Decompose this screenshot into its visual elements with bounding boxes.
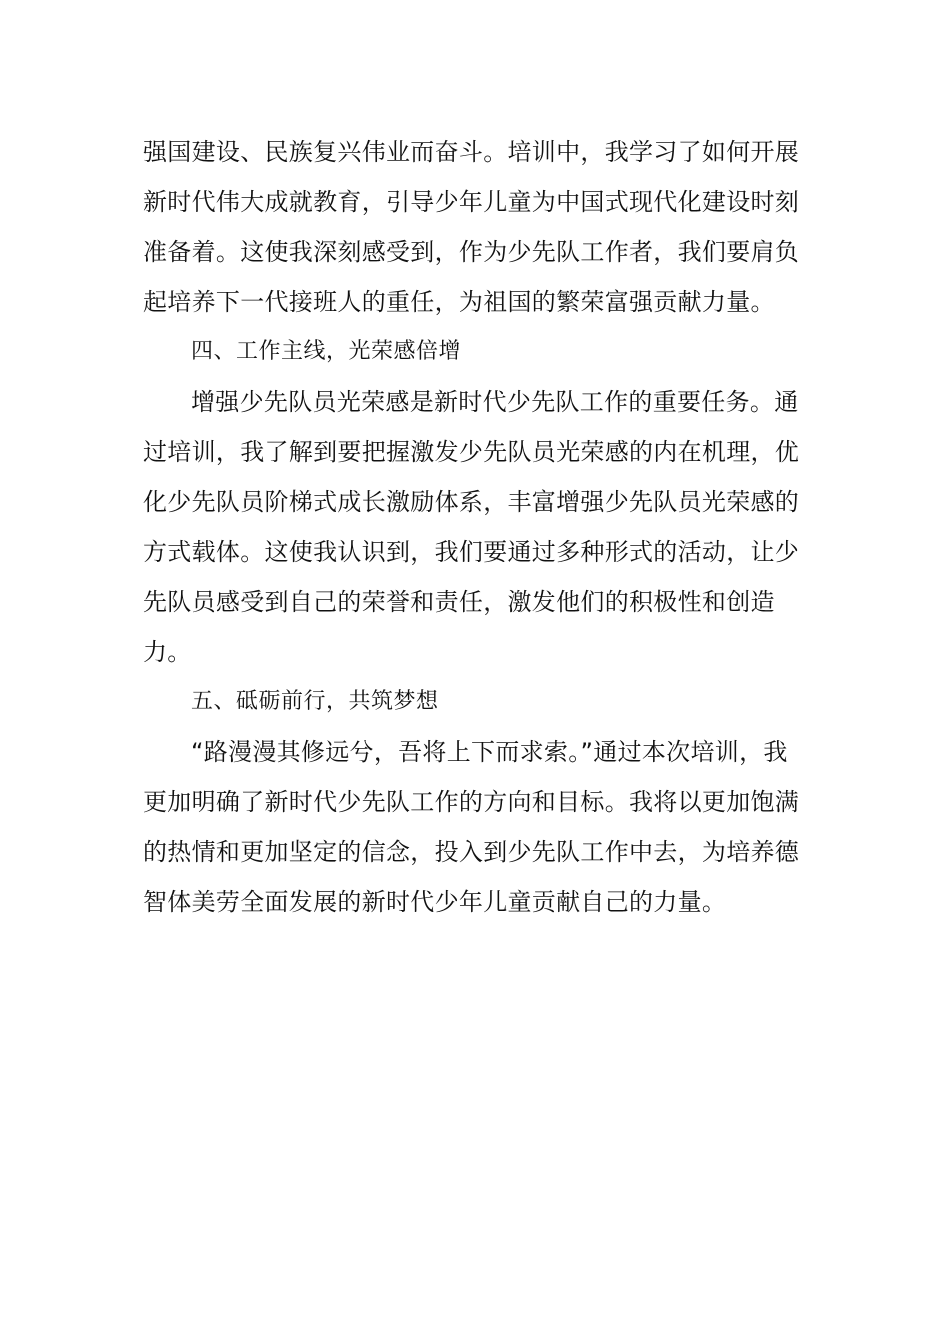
text-line: 起培养下一代接班人的重任，为祖国的繁荣富强贡献力量。 [143,288,775,316]
paragraph-section-4 [143,377,813,677]
section-heading-5: 五、砥砺前行，共筑梦想 [191,689,439,714]
text-line: 增强少先队员光荣感是新时代少先队工作的重要任务。通 [191,388,799,416]
text-line: 过培训，我了解到要把握激发少先队员光荣感的内在机理，优 [143,438,800,466]
text-line: 先队员感受到自己的荣誉和责任，激发他们的积极性和创造 [143,588,775,616]
text-line: 准备着。这使我深刻感受到，作为少先队工作者，我们要肩负 [143,238,800,266]
text-line: 化少先队员阶梯式成长激励体系，丰富增强少先队员光荣感的 [143,488,800,516]
text-line: “路漫漫其修远兮，吾将上下而求索。”通过本次培训，我 [191,738,788,766]
text-line: 更加明确了新时代少先队工作的方向和目标。我将以更加饱满 [143,788,800,816]
paragraph-section-5 [143,727,813,927]
text-line: 力。 [143,638,192,666]
text-line: 智体美劳全面发展的新时代少年儿童贡献自己的力量。 [143,888,727,916]
document-body [143,127,813,927]
text-line: 的热情和更加坚定的信念，投入到少先队工作中去，为培养德 [143,838,800,866]
text-line: 强国建设、民族复兴伟业而奋斗。培训中，我学习了如何开展 [143,138,800,166]
text-line: 新时代伟大成就教育，引导少年儿童为中国式现代化建设时刻 [143,188,800,216]
text-line: 方式载体。这使我认识到，我们要通过多种形式的活动，让少 [143,538,800,566]
paragraph-continued [143,127,813,327]
section-heading-4: 四、工作主线，光荣感倍增 [191,339,462,364]
